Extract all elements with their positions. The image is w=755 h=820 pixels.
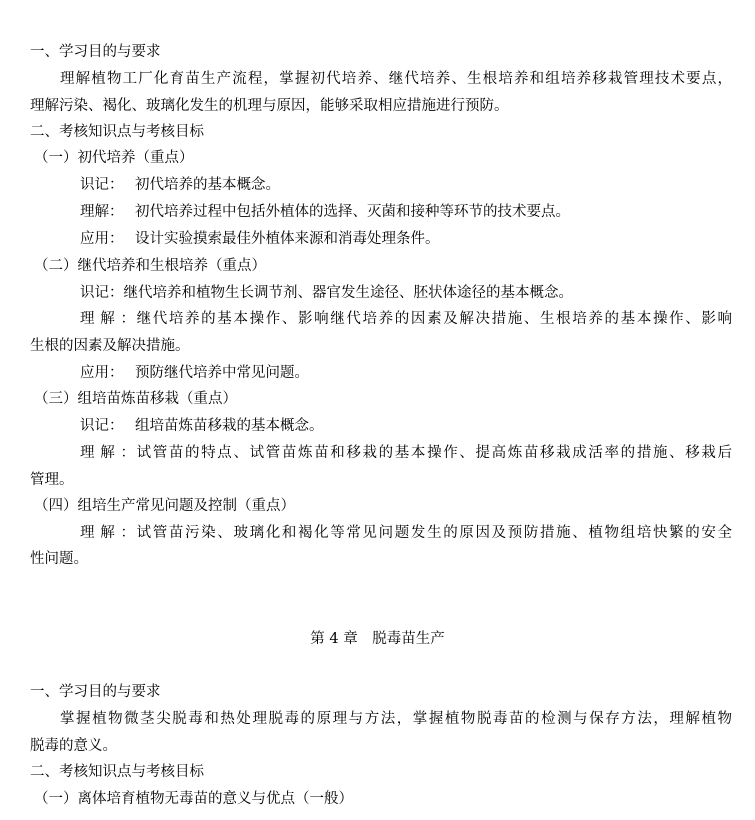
topic-title: （四）组培生产常见问题及控制（重点） [34, 498, 295, 514]
item-label: 理解： [80, 445, 135, 461]
item-text: 试管苗的特点、试管苗炼苗和移栽的基本操作、提高炼苗移栽成活率的措施、移栽后 [135, 445, 732, 461]
section-heading-exam: 二、考核知识点与考核目标 [30, 764, 204, 780]
topic-item [80, 172, 732, 198]
topic-title: （一）初代培养（重点） [34, 150, 194, 166]
topic-item [80, 226, 732, 252]
topic-item [80, 306, 732, 332]
item-label: 理解： [80, 525, 135, 541]
topic-item-continuation: 管理。 [30, 472, 74, 488]
item-label: 应用： [80, 365, 124, 381]
item-text: 试管苗污染、玻璃化和褐化等常见问题发生的原因及预防措施、植物组培快繁的安全 [135, 525, 732, 541]
goal-paragraph-line-1: 理解植物工厂化育苗生产流程，掌握初代培养、继代培养、生根培养和组培养移栽管理技术要点， [60, 71, 732, 87]
item-text: 初代培养过程中包括外植体的选择、灭菌和接种等环节的技术要点。 [135, 204, 570, 220]
topic-item [80, 440, 732, 466]
topic-title: （二）继代培养和生根培养（重点） [34, 258, 266, 274]
topic-item-continuation: 性问题。 [30, 551, 88, 567]
goal-paragraph-line-2: 理解污染、褐化、玻璃化发生的机理与原因，能够采取相应措施进行预防。 [30, 98, 509, 114]
item-text: 继代培养的基本操作、影响继代培养的因素及解决措施、生根培养的基本操作、影响 [135, 311, 732, 327]
topic-item-continuation: 生根的因素及解决措施。 [30, 338, 190, 354]
item-label: 识记： [80, 177, 124, 193]
item-label: 识记： [80, 418, 124, 434]
item-text: 组培苗炼苗移栽的基本概念。 [135, 418, 324, 434]
topic-item [80, 413, 732, 439]
topic-item [80, 360, 732, 386]
topic-item [80, 199, 732, 225]
topic-title: （三）组培苗炼苗移栽（重点） [34, 391, 237, 407]
item-text: 预防继代培养中常见问题。 [135, 365, 309, 381]
section-heading-goal: 一、学习目的与要求 [30, 44, 161, 60]
item-label: 理解： [80, 311, 135, 327]
item-label: 识记： [80, 285, 124, 301]
item-text: 设计实验摸索最佳外植体来源和消毒处理条件。 [135, 231, 440, 247]
section-heading-goal: 一、学习目的与要求 [30, 684, 161, 700]
item-label: 理解： [80, 204, 124, 220]
item-text: 初代培养的基本概念。 [135, 177, 280, 193]
topic-item [80, 520, 732, 546]
item-label: 应用： [80, 231, 124, 247]
item-text: 继代培养和植物生长调节剂、器官发生途径、胚状体途径的基本概念。 [123, 285, 573, 301]
goal-paragraph-line-1: 掌握植物微茎尖脱毒和热处理脱毒的原理与方法，掌握植物脱毒苗的检测与保存方法，理解植物 [60, 711, 732, 727]
chapter-title: 第 4 章 脱毒苗生产 [310, 631, 445, 647]
topic-title: （一）离体培育植物无毒苗的意义与优点（一般） [34, 791, 353, 807]
topic-item [80, 280, 732, 306]
goal-paragraph-line-2: 脱毒的意义。 [30, 738, 117, 754]
section-heading-exam: 二、考核知识点与考核目标 [30, 124, 204, 140]
